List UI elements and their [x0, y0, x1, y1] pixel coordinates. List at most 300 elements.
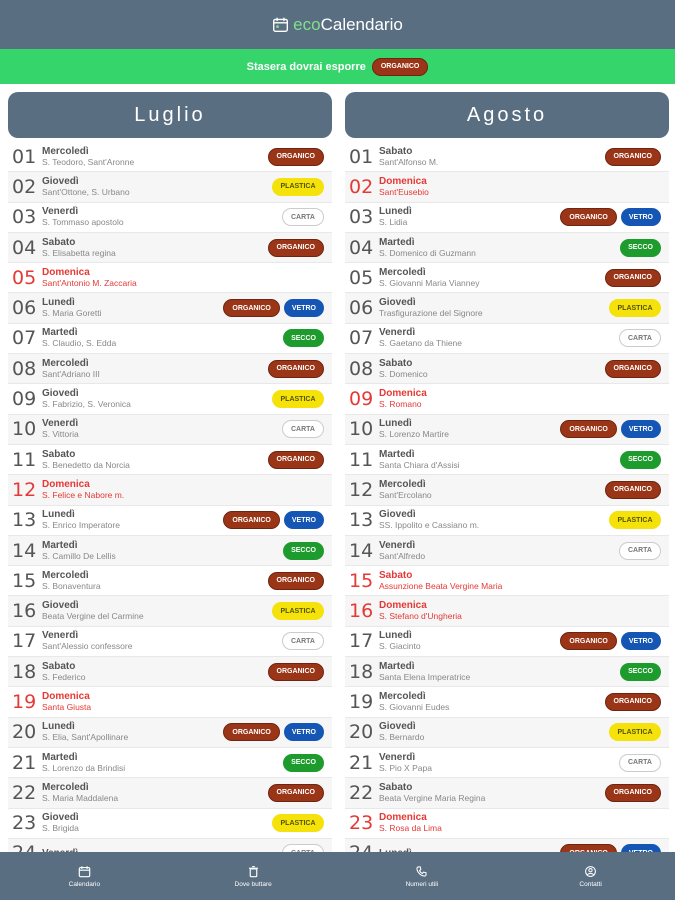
day-number: 17	[349, 630, 374, 653]
saint-label: S. Domenico di Guzmann	[379, 247, 476, 258]
day-number: 05	[349, 266, 374, 289]
day-row[interactable]	[345, 475, 669, 505]
saint-label: S. Elia, Sant'Apollinare	[42, 732, 129, 743]
day-number: 06	[12, 297, 37, 320]
waste-badges	[223, 723, 332, 741]
day-text	[379, 206, 560, 228]
weekday-label: Sabato	[379, 145, 413, 157]
weekday-label: Mercoledì	[42, 781, 89, 793]
waste-badges	[620, 239, 669, 257]
calendar-icon	[78, 865, 91, 878]
waste-badges	[223, 299, 332, 317]
waste-badges	[605, 269, 670, 287]
weekday-label: Mercoledì	[42, 357, 89, 369]
waste-badge-organico: ORGANICO	[268, 663, 325, 681]
weekday-label: Sabato	[379, 781, 413, 793]
waste-badge-plastica: PLASTICA	[272, 602, 324, 620]
weekday-label: Martedì	[379, 236, 415, 248]
waste-badge-organico: ORGANICO	[605, 269, 662, 287]
day-text	[42, 782, 268, 804]
day-number: 02	[349, 175, 374, 198]
weekday-label: Giovedì	[379, 297, 416, 309]
day-row[interactable]	[345, 809, 669, 839]
weekday-label: Lunedì	[379, 206, 412, 218]
waste-badge-organico: ORGANICO	[223, 723, 280, 741]
waste-badge-secco: SECCO	[620, 239, 661, 257]
day-row[interactable]	[345, 445, 669, 475]
trash-icon	[247, 865, 260, 878]
day-number: 11	[349, 448, 374, 471]
waste-badge-organico: ORGANICO	[605, 784, 662, 802]
waste-badges	[282, 420, 332, 438]
day-row[interactable]	[8, 809, 332, 839]
waste-badges	[560, 420, 669, 438]
weekday-label: Sabato	[42, 660, 76, 672]
day-text	[42, 176, 272, 198]
weekday-label: Venerdì	[379, 539, 416, 551]
waste-badges	[620, 663, 669, 681]
calendar-logo-icon	[272, 16, 289, 33]
waste-badges	[272, 178, 332, 196]
notice-banner	[0, 49, 675, 84]
day-row[interactable]	[345, 778, 669, 808]
saint-label: S. Federico	[42, 671, 86, 682]
day-text	[379, 146, 605, 168]
day-row[interactable]	[8, 172, 332, 202]
waste-badge-plastica: PLASTICA	[609, 299, 661, 317]
day-row[interactable]	[8, 384, 332, 414]
day-text	[42, 661, 268, 683]
waste-badges	[609, 299, 669, 317]
saint-label: S. Romano	[379, 399, 422, 410]
waste-badges	[268, 451, 333, 469]
weekday-label: Mercoledì	[379, 478, 426, 490]
day-row[interactable]	[8, 657, 332, 687]
waste-badge-organico: ORGANICO	[268, 451, 325, 469]
day-row[interactable]	[345, 354, 669, 384]
waste-badge-secco: SECCO	[620, 451, 661, 469]
saint-label: S. Benedetto da Norcia	[42, 459, 130, 470]
tab-label: Numeri utili	[405, 880, 439, 888]
day-text	[379, 540, 619, 562]
day-number: 08	[12, 357, 37, 380]
waste-badge-organico: ORGANICO	[560, 208, 617, 226]
day-row[interactable]	[345, 657, 669, 687]
day-row[interactable]	[8, 536, 332, 566]
saint-label: S. Maria Goretti	[42, 308, 102, 319]
day-row[interactable]	[8, 415, 332, 445]
saint-label: S. Elisabetta regina	[42, 247, 116, 258]
day-text	[379, 630, 560, 652]
bottom-tab-bar	[0, 852, 675, 900]
waste-badge-carta: CARTA	[282, 420, 324, 438]
saint-label: Sant'Alfonso M.	[379, 156, 439, 167]
saint-label: S. Domenico	[379, 368, 428, 379]
day-text	[379, 388, 661, 410]
day-number: 02	[12, 175, 37, 198]
saint-label: Beata Vergine del Carmine	[42, 611, 144, 622]
tab-label: Dove buttare	[234, 880, 272, 888]
saint-label: Trasfigurazione del Signore	[379, 308, 483, 319]
day-number: 18	[349, 660, 374, 683]
waste-badge-organico: ORGANICO	[268, 239, 325, 257]
weekday-label: Sabato	[379, 569, 413, 581]
day-number: 07	[349, 327, 374, 350]
saint-label: S. Maria Maddalena	[42, 792, 119, 803]
day-number: 12	[349, 478, 374, 501]
day-row[interactable]	[8, 687, 332, 717]
waste-badge-organico: ORGANICO	[268, 360, 325, 378]
waste-badge-carta: CARTA	[282, 632, 324, 650]
day-number: 15	[349, 569, 374, 592]
waste-badge-organico: ORGANICO	[605, 360, 662, 378]
day-row[interactable]	[345, 324, 669, 354]
weekday-label: Lunedì	[379, 630, 412, 642]
saint-label: S. Fabrizio, S. Veronica	[42, 399, 131, 410]
waste-badge-carta: CARTA	[619, 754, 661, 772]
weekday-label: Lunedì	[42, 509, 75, 521]
month-column-1	[345, 92, 669, 869]
saint-label: S. Felice e Nabore m.	[42, 489, 125, 500]
waste-badge-secco: SECCO	[620, 663, 661, 681]
weekday-label: Martedì	[42, 751, 78, 763]
waste-badges	[268, 572, 333, 590]
waste-badge-plastica: PLASTICA	[609, 723, 661, 741]
day-number: 14	[349, 539, 374, 562]
day-row[interactable]	[8, 778, 332, 808]
tab-label: Calendario	[68, 880, 101, 888]
saint-label: S. Lorenzo Martire	[379, 429, 449, 440]
saint-label: S. Stefano d'Ungheria	[379, 611, 462, 622]
day-number: 13	[349, 509, 374, 532]
tab-dove-buttare[interactable]	[169, 852, 338, 900]
day-row[interactable]	[8, 233, 332, 263]
day-row[interactable]	[8, 142, 332, 172]
day-number: 09	[349, 388, 374, 411]
day-row[interactable]	[8, 445, 332, 475]
day-text	[42, 721, 223, 743]
weekday-label: Giovedì	[42, 600, 79, 612]
day-number: 03	[349, 206, 374, 229]
saint-label: Sant'Alfredo	[379, 550, 426, 561]
day-row[interactable]	[8, 354, 332, 384]
day-row[interactable]	[345, 536, 669, 566]
weekday-label: Martedì	[42, 539, 78, 551]
waste-badges	[268, 360, 333, 378]
day-text	[379, 237, 620, 259]
day-text	[379, 721, 609, 743]
weekday-label: Venerdì	[379, 327, 416, 339]
day-text	[42, 146, 268, 168]
saint-label: S. Rosa da Lima	[379, 823, 442, 834]
top-bar	[0, 0, 675, 49]
day-text	[42, 237, 268, 259]
day-number: 23	[12, 812, 37, 835]
day-number: 19	[12, 690, 37, 713]
saint-label: S. Giovanni Eudes	[379, 701, 450, 712]
waste-badges	[605, 784, 670, 802]
saint-label: S. Teodoro, Sant'Aronne	[42, 156, 135, 167]
waste-badge-plastica: PLASTICA	[272, 814, 324, 832]
weekday-label: Lunedì	[42, 721, 75, 733]
day-row[interactable]	[345, 203, 669, 233]
waste-badges	[619, 754, 669, 772]
day-number: 05	[12, 266, 37, 289]
weekday-label: Martedì	[379, 448, 415, 460]
day-number: 14	[12, 539, 37, 562]
day-number: 21	[349, 751, 374, 774]
day-row[interactable]	[345, 415, 669, 445]
day-text	[379, 176, 661, 198]
day-number: 21	[12, 751, 37, 774]
day-number: 01	[349, 145, 374, 168]
day-text	[379, 479, 605, 501]
day-number: 18	[12, 660, 37, 683]
day-number: 04	[12, 236, 37, 259]
day-number: 16	[349, 600, 374, 623]
day-text	[379, 418, 560, 440]
day-text	[379, 691, 605, 713]
day-row[interactable]	[8, 748, 332, 778]
tab-contatti[interactable]	[506, 852, 675, 900]
weekday-label: Mercoledì	[379, 266, 426, 278]
day-text	[42, 812, 272, 834]
waste-badge-carta: CARTA	[282, 208, 324, 226]
weekday-label: Sabato	[42, 236, 76, 248]
day-row[interactable]	[8, 627, 332, 657]
day-number: 08	[349, 357, 374, 380]
day-row[interactable]	[345, 718, 669, 748]
waste-badge-organico: ORGANICO	[605, 693, 662, 711]
waste-badge-carta: CARTA	[619, 329, 661, 347]
weekday-label: Lunedì	[379, 418, 412, 430]
day-number: 16	[12, 600, 37, 623]
day-text	[42, 570, 268, 592]
waste-badges	[272, 390, 332, 408]
saint-label: S. Gaetano da Thiene	[379, 338, 463, 349]
day-row[interactable]	[8, 203, 332, 233]
weekday-label: Domenica	[42, 478, 90, 490]
day-number: 11	[12, 448, 37, 471]
saint-label: S. Vittoria	[42, 429, 79, 440]
day-row[interactable]	[345, 627, 669, 657]
day-text	[42, 418, 282, 440]
day-row[interactable]	[8, 293, 332, 323]
waste-badge-carta: CARTA	[619, 542, 661, 560]
day-row[interactable]	[345, 566, 669, 596]
day-list[interactable]	[8, 142, 332, 869]
waste-badges	[272, 814, 332, 832]
day-text	[379, 782, 605, 804]
day-number: 15	[12, 569, 37, 592]
day-text	[42, 449, 268, 471]
waste-badges	[619, 329, 669, 347]
weekday-label: Giovedì	[379, 509, 416, 521]
waste-badges	[609, 723, 669, 741]
day-row[interactable]	[8, 718, 332, 748]
tab-numeri-utili[interactable]	[338, 852, 507, 900]
day-text	[379, 812, 661, 834]
day-text	[42, 630, 282, 652]
day-row[interactable]	[345, 506, 669, 536]
day-row[interactable]	[8, 506, 332, 536]
waste-badges	[619, 542, 669, 560]
waste-badge-organico: ORGANICO	[223, 299, 280, 317]
waste-badge-secco: SECCO	[283, 542, 324, 560]
saint-label: SS. Ippolito e Cassiano m.	[379, 520, 480, 531]
weekday-label: Sabato	[379, 357, 413, 369]
weekday-label: Domenica	[379, 600, 427, 612]
waste-badge-organico: ORGANICO	[268, 572, 325, 590]
saint-label: S. Enrico Imperatore	[42, 520, 120, 531]
saint-label: S. Giacinto	[379, 641, 421, 652]
saint-label: S. Camillo De Lellis	[42, 550, 116, 561]
weekday-label: Venerdì	[42, 206, 79, 218]
day-text	[42, 206, 282, 228]
saint-label: Sant'Ottone, S. Urbano	[42, 186, 130, 197]
waste-badges	[268, 784, 333, 802]
day-text	[379, 297, 609, 319]
waste-badges	[282, 632, 332, 650]
day-number: 03	[12, 206, 37, 229]
tab-label: Contatti	[579, 880, 602, 888]
waste-badges	[283, 542, 332, 560]
waste-badge-secco: SECCO	[283, 329, 324, 347]
day-number: 22	[12, 781, 37, 804]
day-text	[379, 752, 619, 774]
saint-label: S. Pio X Papa	[379, 762, 432, 773]
day-row[interactable]	[345, 748, 669, 778]
day-text	[379, 661, 620, 683]
day-number: 20	[349, 721, 374, 744]
saint-label: S. Lorenzo da Brindisi	[42, 762, 126, 773]
logo-name-text: Calendario	[320, 14, 403, 34]
waste-badge-organico: ORGANICO	[605, 148, 662, 166]
day-row[interactable]	[345, 687, 669, 717]
day-row[interactable]	[8, 566, 332, 596]
weekday-label: Sabato	[42, 448, 76, 460]
tab-calendario[interactable]	[0, 852, 169, 900]
saint-label: Sant'Ercolano	[379, 489, 432, 500]
waste-badge-plastica: PLASTICA	[609, 511, 661, 529]
saint-label: Santa Chiara d'Assisi	[379, 459, 460, 470]
day-number: 07	[12, 327, 37, 350]
day-row[interactable]	[8, 324, 332, 354]
day-number: 17	[12, 630, 37, 653]
weekday-label: Giovedì	[42, 388, 79, 400]
day-text	[379, 509, 609, 531]
day-text	[379, 600, 661, 622]
day-number: 09	[12, 388, 37, 411]
saint-label: S. Bonaventura	[42, 580, 101, 591]
saint-label: S. Giovanni Maria Vianney	[379, 277, 480, 288]
weekday-label: Domenica	[42, 266, 90, 278]
day-text	[379, 449, 620, 471]
day-row[interactable]	[8, 263, 332, 293]
waste-badge-vetro: VETRO	[621, 420, 661, 438]
notice-text: Stasera dovrai esporre	[246, 60, 366, 73]
day-number: 04	[349, 236, 374, 259]
day-text	[42, 358, 268, 380]
day-number: 23	[349, 812, 374, 835]
day-row[interactable]	[345, 596, 669, 626]
day-row[interactable]	[8, 596, 332, 626]
waste-badge-organico: ORGANICO	[560, 632, 617, 650]
waste-badges	[560, 632, 669, 650]
weekday-label: Mercoledì	[379, 690, 426, 702]
day-row[interactable]	[345, 263, 669, 293]
day-number: 10	[349, 418, 374, 441]
weekday-label: Martedì	[42, 327, 78, 339]
saint-label: Beata Vergine Maria Regina	[379, 792, 486, 803]
day-list[interactable]	[345, 142, 669, 869]
day-text	[42, 509, 223, 531]
day-number: 22	[349, 781, 374, 804]
day-row[interactable]	[345, 293, 669, 323]
day-text	[42, 479, 324, 501]
weekday-label: Domenica	[379, 388, 427, 400]
weekday-label: Domenica	[379, 175, 427, 187]
day-row[interactable]	[345, 172, 669, 202]
waste-badges	[605, 481, 670, 499]
logo-eco-text: eco	[293, 14, 321, 34]
day-number: 20	[12, 721, 37, 744]
waste-badges	[272, 602, 332, 620]
weekday-label: Lunedì	[42, 297, 75, 309]
day-row[interactable]	[345, 142, 669, 172]
weekday-label: Mercoledì	[42, 569, 89, 581]
day-row[interactable]	[345, 384, 669, 414]
saint-label: Assunzione Beata Vergine Maria	[379, 580, 503, 591]
saint-label: Sant'Antonio M. Zaccaria	[42, 277, 137, 288]
waste-badge-vetro: VETRO	[621, 632, 661, 650]
waste-badge-organico: ORGANICO	[268, 148, 325, 166]
day-text	[379, 267, 605, 289]
month-column-0	[8, 92, 332, 869]
day-text	[42, 388, 272, 410]
waste-badges	[620, 451, 669, 469]
saint-label: S. Claudio, S. Edda	[42, 338, 117, 349]
day-number: 19	[349, 690, 374, 713]
day-text	[42, 600, 272, 622]
day-number: 01	[12, 145, 37, 168]
waste-badge-vetro: VETRO	[284, 299, 324, 317]
waste-badge-vetro: VETRO	[621, 208, 661, 226]
waste-badges	[268, 663, 333, 681]
day-text	[379, 327, 619, 349]
waste-badge-organico: ORGANICO	[605, 481, 662, 499]
waste-badge-vetro: VETRO	[284, 723, 324, 741]
day-text	[379, 358, 605, 380]
weekday-label: Giovedì	[379, 721, 416, 733]
notice-badge: ORGANICO	[372, 58, 429, 76]
waste-badges	[560, 208, 669, 226]
waste-badge-plastica: PLASTICA	[272, 178, 324, 196]
waste-badges	[223, 511, 332, 529]
phone-icon	[415, 865, 428, 878]
day-number: 06	[349, 297, 374, 320]
waste-badges	[282, 208, 332, 226]
waste-badge-organico: ORGANICO	[223, 511, 280, 529]
day-text	[379, 570, 661, 592]
waste-badges	[283, 329, 332, 347]
day-row[interactable]	[8, 475, 332, 505]
day-row[interactable]	[345, 233, 669, 263]
day-text	[42, 691, 324, 713]
app-logo	[272, 15, 403, 35]
saint-label: S. Bernardo	[379, 732, 425, 743]
waste-badge-organico: ORGANICO	[268, 784, 325, 802]
